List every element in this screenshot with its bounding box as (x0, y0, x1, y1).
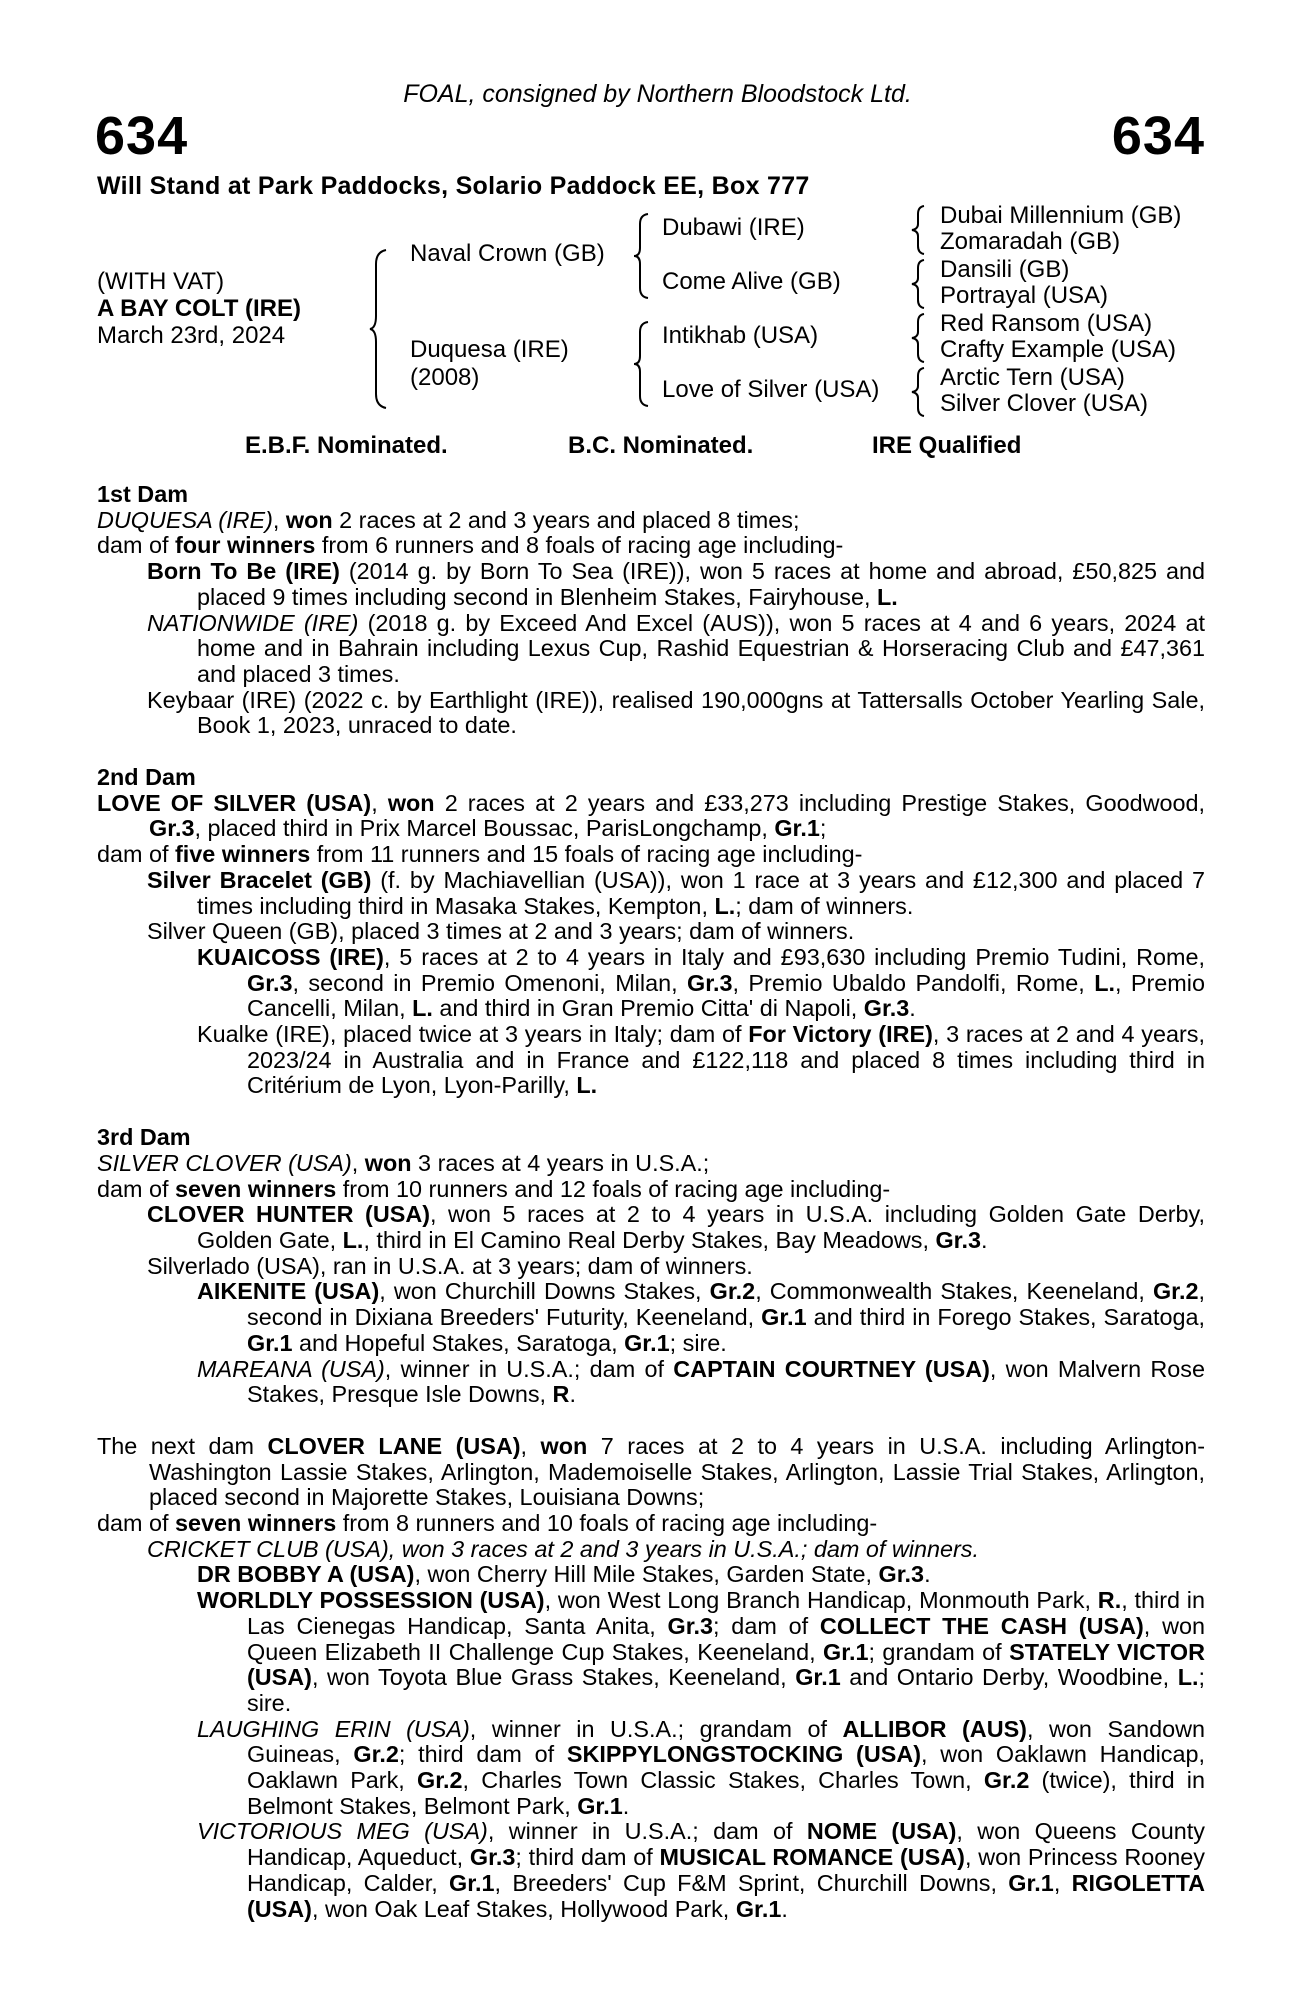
lot-number-left: 634 (95, 106, 189, 166)
first-dam-record: DUQUESA (IRE), won 2 races at 2 and 3 years and placed 8 times; (97, 506, 800, 533)
third-dam-section (97, 1125, 1205, 1408)
gg-8: Silver Clover (USA) (940, 390, 1149, 417)
second-dam-heading: 2nd Dam (97, 764, 196, 791)
consignment-line: FOAL, consigned by Northern Bloodstock Ltd. (403, 80, 912, 108)
brace-g4 (910, 366, 932, 418)
dam-year: (2008) (410, 364, 480, 391)
second-dam-record: LOVE OF SILVER (USA), won 2 races at 2 years and £33,273 including Prestige Stakes, Goodwood, Gr.3, placed third in Prix Marcel Boussac, ParisLongchamp, Gr.1; (97, 789, 1206, 842)
next-dam-record: The next dam CLOVER LANE (USA), won 7 races at 2 to 4 years in U.S.A. including Arlington-Washington Lassie Stakes, Arlington, Mademoiselle Stakes, Arlington, Lassie Trial Stakes, Arlington, placed second in Majorette Stakes, Louisiana Downs; (97, 1432, 1205, 1511)
third-dam-heading: 3rd Dam (97, 1124, 191, 1151)
next-dam-progeny-1: CRICKET CLUB (USA), won 3 races at 2 and 3 years in U.S.A.; dam of winners. (147, 1535, 979, 1562)
dam: Duquesa (IRE) (410, 336, 569, 363)
dam-dam: Love of Silver (USA) (662, 376, 880, 403)
next-dam-grandprogeny-1: DR BOBBY A (USA), won Cherry Hill Mile Stakes, Garden State, Gr.3. (197, 1561, 931, 1588)
brace-g3 (910, 312, 932, 364)
stand-location: Will Stand at Park Paddocks, Solario Paddock EE, Box 777 (97, 172, 810, 200)
third-dam-grandprogeny-1: AIKENITE (USA), won Churchill Downs Stakes, Gr.2, Commonwealth Stakes, Keeneland, Gr.2, second in Dixiana Breeders' Futurity, Keeneland, Gr.1 and third in Forego Stakes, Saratoga, Gr.1 and Hopeful Stakes, Saratoga, Gr.1; sire. (197, 1278, 1205, 1356)
nomination-bc: B.C. Nominated. (568, 432, 754, 459)
gg-1: Dubai Millennium (GB) (940, 202, 1182, 229)
next-dam-grandprogeny-3: LAUGHING ERIN (USA), winner in U.S.A.; grandam of ALLIBOR (AUS), won Sandown Guineas, Gr.2; third dam of SKIPPYLONGSTOCKING (USA), won Oaklawn Handicap, Oaklawn Park, Gr.2, Charles Town Classic Stakes, Charles Town, Gr.2 (twice), third in Belmont Stakes, Belmont Park, Gr.1. (197, 1715, 1206, 1819)
dam-sire: Intikhab (USA) (662, 322, 819, 349)
brace-sire (632, 212, 656, 300)
next-dam-section (97, 1434, 1205, 1922)
vat-note: (WITH VAT) (97, 268, 225, 295)
gg-5: Red Ransom (USA) (940, 310, 1153, 337)
third-dam-produce: dam of seven winners from 10 runners and 12 foals of racing age including- (97, 1175, 891, 1202)
first-dam-section (97, 482, 1205, 739)
next-dam-produce: dam of seven winners from 8 runners and 10 foals of racing age including- (97, 1510, 878, 1537)
first-dam-produce: dam of four winners from 6 runners and 8 foals of racing age including- (97, 532, 844, 559)
third-dam-progeny-2: Silverlado (USA), ran in U.S.A. at 3 years; dam of winners. (147, 1252, 753, 1279)
gg-4: Portrayal (USA) (940, 282, 1109, 309)
second-dam-grandprogeny-1: KUAICOSS (IRE), 5 races at 2 to 4 years in Italy and £93,630 including Premio Tudini, Rome, Gr.3, second in Premio Omenoni, Milan, Gr.3, Premio Ubaldo Pandolfi, Rome, L., Premio Cancelli, Milan, L. and third in Gran Premio Citta' di Napoli, Gr.3. (197, 943, 1205, 1022)
brace-dam (632, 320, 656, 408)
nomination-ire: IRE Qualified (872, 432, 1022, 459)
lot-subject-name: A BAY COLT (IRE) (97, 295, 302, 322)
second-dam-produce: dam of five winners from 11 runners and 15 foals of racing age including- (97, 841, 863, 868)
first-dam-heading: 1st Dam (97, 481, 189, 507)
gg-7: Arctic Tern (USA) (940, 364, 1125, 391)
sire-sire: Dubawi (IRE) (662, 214, 805, 241)
second-dam-grandprogeny-2: Kualke (IRE), placed twice at 3 years in Italy; dam of For Victory (IRE), 3 races at 2 and 4 years, 2023/24 in Australia and in France and £122,118 and placed 8 times including third in Critérium de Lyon, Lyon-Parilly, L. (197, 1021, 1205, 1099)
gg-3: Dansili (GB) (940, 256, 1070, 283)
brace-main (368, 248, 398, 410)
gg-6: Crafty Example (USA) (940, 336, 1177, 363)
third-dam-progeny-1: CLOVER HUNTER (USA), won 5 races at 2 to 4 years in U.S.A. including Golden Gate Derby, Golden Gate, L., third in El Camino Real Derby Stakes, Bay Meadows, Gr.3. (147, 1201, 1205, 1253)
first-dam-progeny-2: NATIONWIDE (IRE) (2018 g. by Exceed And Excel (AUS)), won 5 races at 4 and 6 years, 2024 at home and in Bahrain including Lexus Cup, Rashid Equestrian & Horseracing Club and £47,361 and placed 3 times. (147, 609, 1205, 687)
second-dam-progeny-2: Silver Queen (GB), placed 3 times at 2 and 3 years; dam of winners. (147, 918, 855, 945)
second-dam-section (97, 765, 1205, 1099)
third-dam-record: SILVER CLOVER (USA), won 3 races at 4 years in U.S.A.; (97, 1149, 710, 1176)
next-dam-grandprogeny-4: VICTORIOUS MEG (USA), winner in U.S.A.; dam of NOME (USA), won Queens County Handicap, Aqueduct, Gr.3; third dam of MUSICAL ROMANCE (USA), won Princess Rooney Handicap, Calder, Gr.1, Breeders' Cup F&M Sprint, Churchill Downs, Gr.1, RIGOLETTA (USA), won Oak Leaf Stakes, Hollywood Park, Gr.1. (197, 1818, 1206, 1922)
foaling-date: March 23rd, 2024 (97, 322, 286, 349)
first-dam-progeny-3: Keybaar (IRE) (2022 c. by Earthlight (IRE)), realised 190,000gns at Tattersalls October Yearling Sale, Book 1, 2023, unraced to date. (147, 686, 1205, 739)
dam-sections (97, 482, 1205, 1922)
first-dam-progeny-1: Born To Be (IRE) (2014 g. by Born To Sea (IRE)), won 5 races at home and abroad, £50,825 and placed 9 times including second in Blenheim Stakes, Fairyhouse, L. (147, 558, 1205, 610)
lot-number-right: 634 (1111, 106, 1205, 166)
second-dam-progeny-1: Silver Bracelet (GB) (f. by Machiavellian (USA)), won 1 race at 3 years and £12,300 and placed 7 times including third in Masaka Stakes, Kempton, L.; dam of winners. (147, 866, 1205, 919)
next-dam-grandprogeny-2: WORLDLY POSSESSION (USA), won West Long Branch Handicap, Monmouth Park, R., third in Las Cienegas Handicap, Santa Anita, Gr.3; dam of COLLECT THE CASH (USA), won Queen Elizabeth II Challenge Cup Stakes, Keeneland, Gr.1; grandam of STATELY VICTOR (USA), won Toyota Blue Grass Stakes, Keeneland, Gr.1 and Ontario Derby, Woodbine, L.; sire. (197, 1587, 1205, 1716)
sire: Naval Crown (GB) (410, 240, 605, 267)
gg-2: Zomaradah (GB) (940, 228, 1121, 255)
third-dam-grandprogeny-2: MAREANA (USA), winner in U.S.A.; dam of CAPTAIN COURTNEY (USA), won Malvern Rose Stakes, Presque Isle Downs, R. (197, 1355, 1205, 1408)
sire-dam: Come Alive (GB) (662, 268, 841, 295)
brace-g2 (910, 258, 932, 310)
brace-g1 (910, 204, 932, 256)
nomination-ebf: E.B.F. Nominated. (245, 432, 448, 459)
